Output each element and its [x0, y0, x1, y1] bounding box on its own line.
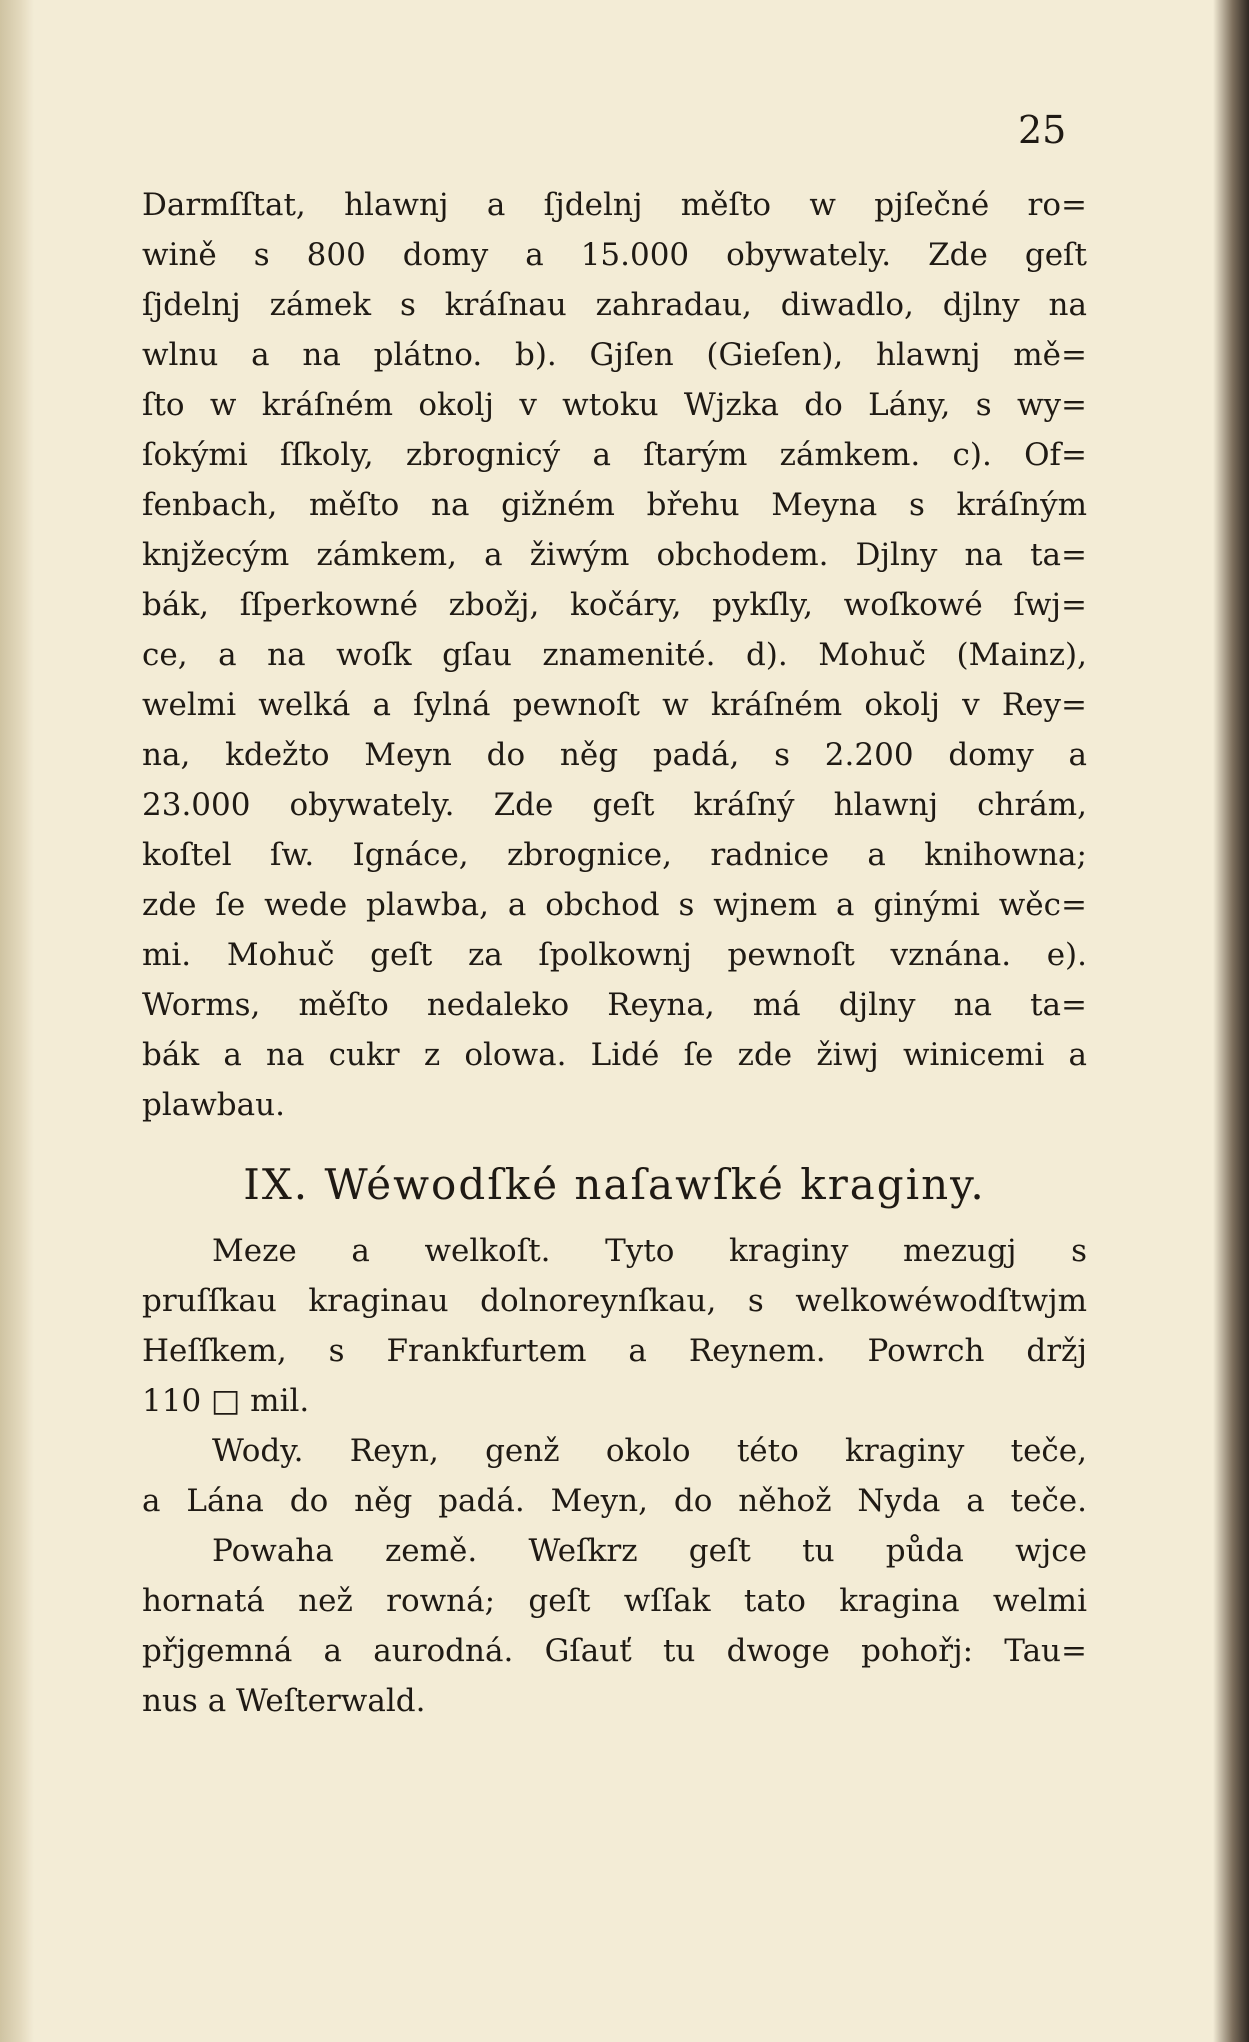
page-binding-shadow: [1213, 0, 1249, 2042]
text-line: ſokými ſſkoly, zbrognicý a ſtarým zámkem. c). Of=: [142, 437, 1087, 473]
text-line: Darmſſtat, hlawnj a ſjdelnj měſto w pjſečné ro=: [142, 187, 1087, 223]
text-line: Wody. Reyn, genž okolo této kraginy teče,: [212, 1433, 1087, 1469]
text-line: knjžecým zámkem, a žiwým obchodem. Djlny na ta=: [142, 537, 1087, 573]
text-line: wině s 800 domy a 15.000 obywately. Zde geſt: [142, 237, 1087, 273]
text-line: a Lána do něg padá. Meyn, do něhož Nyda a teče.: [142, 1483, 1087, 1519]
text-line: pruſſkau kraginau dolnoreynſkau, s welkowéwodſtwjm: [142, 1283, 1087, 1319]
text-line: nus a Weſterwald.: [142, 1683, 426, 1719]
text-line: přjgemná a aurodná. Gſauť tu dwoge pohořj: Tau=: [142, 1633, 1087, 1669]
text-line: Worms, měſto nedaleko Reyna, má djlny na ta=: [142, 987, 1087, 1023]
text-line: mi. Mohuč geſt za ſpolkownj pewnoſt vznána. e).: [142, 937, 1087, 973]
text-line: fenbach, měſto na gižném břehu Meyna s kráſným: [142, 487, 1087, 523]
text-line: ſjdelnj zámek s kráſnau zahradau, diwadlo, djlny na: [142, 287, 1087, 323]
page-left-edge: [0, 0, 34, 2042]
text-line: Heſſkem, s Frankfurtem a Reynem. Powrch držj: [142, 1333, 1087, 1369]
page-number: 25: [1018, 108, 1067, 152]
text-line: welmi welká a ſylná pewnoſt w kráſném okolj v Rey=: [142, 687, 1087, 723]
text-line: Meze a welkoſt. Tyto kraginy mezugj s: [212, 1233, 1087, 1269]
text-line: koſtel ſw. Ignáce, zbrognice, radnice a knihowna;: [142, 837, 1087, 873]
text-line: plawbau.: [142, 1087, 285, 1123]
text-line: bák a na cukr z olowa. Lidé ſe zde žiwj winicemi a: [142, 1037, 1087, 1073]
text-line: ce, a na woſk gſau znamenité. d). Mohuč (Mainz),: [142, 637, 1087, 673]
text-line: zde ſe wede plawba, a obchod s wjnem a ginými wěc=: [142, 887, 1087, 923]
text-line: 110 □ mil.: [142, 1383, 310, 1419]
text-line: na, kdežto Meyn do něg padá, s 2.200 domy a: [142, 737, 1087, 773]
text-line: bák, ſſperkowné zbožj, kočáry, pykſly, woſkowé ſwj=: [142, 587, 1087, 623]
text-line: Powaha země. Weſkrz geſt tu půda wjce: [212, 1533, 1087, 1569]
text-line: 23.000 obywately. Zde geſt kráſný hlawnj chrám,: [142, 787, 1087, 823]
text-line: ſto w kráſném okolj v wtoku Wjzka do Lány, s wy=: [142, 387, 1087, 423]
text-line: hornatá než rowná; geſt wſſak tato kragina welmi: [142, 1583, 1087, 1619]
section-heading: IX. Wéwodſké naſawſké kraginy.: [243, 1160, 986, 1209]
page-text: [142, 180, 1087, 1726]
text-line: wlnu a na plátno. b). Gjſen (Gieſen), hlawnj mě=: [142, 337, 1087, 373]
